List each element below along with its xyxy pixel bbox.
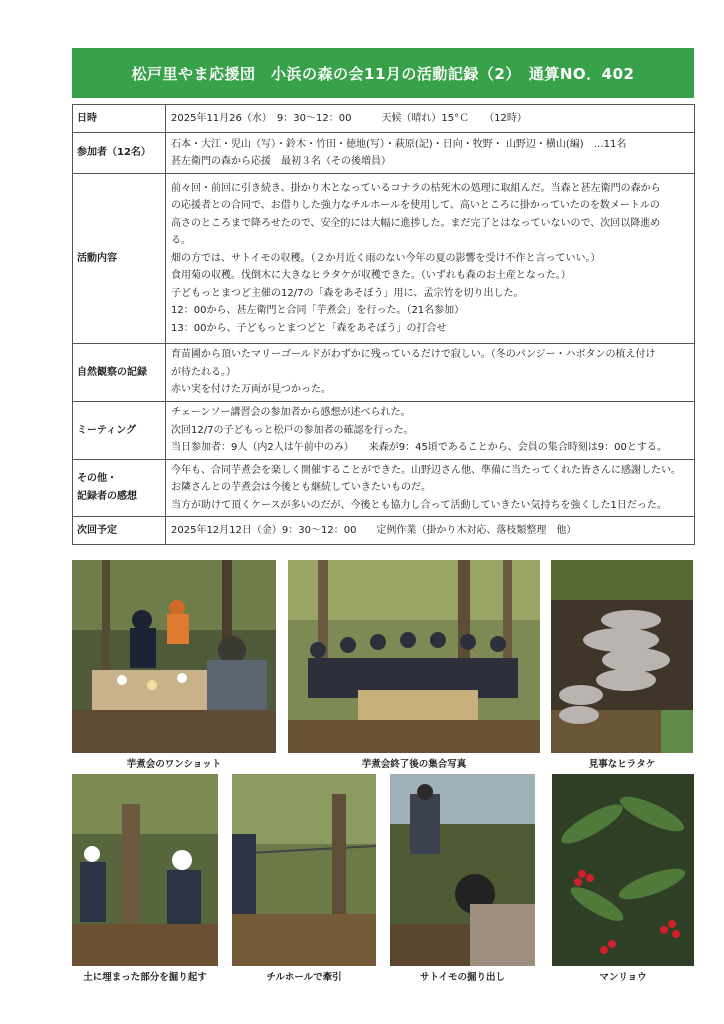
photo-oyster-mushroom <box>551 560 693 753</box>
label-next: 次回予定 <box>73 517 166 545</box>
record-line: 赤い実を付けた万両が見つかった。 <box>171 384 331 396</box>
row-meeting <box>73 402 695 460</box>
photo-group-after-imonikai <box>288 560 540 753</box>
caption-imonikai-one-shot: 芋煮会のワンショット <box>126 759 222 770</box>
record-line: 前々回・前回に引き続き、掛かり木となっているコナラの枯死木の処理に取組んだ。当森と甚左衛門の森から <box>171 182 661 194</box>
record-line: 畑の方では、サトイモの収穫。（２か月近く雨のない今年の夏の影響を受け不作と言っていい。） <box>171 252 601 264</box>
record-line: 2025年12月12日（金）9：30～12：00 定例作業（掛かり木対応、落枝類整理 他） <box>171 524 577 536</box>
activity-record-table <box>72 104 695 545</box>
record-line: チェーンソー講習会の参加者から感想が述べられた。 <box>171 407 411 418</box>
label-participants: 参加者（12名） <box>73 133 166 174</box>
value-next <box>166 517 695 545</box>
label-impressions: その他・ 記録者の感想 <box>73 459 166 517</box>
caption-digging-stump: 土に埋まった部分を掘り起す <box>83 972 207 983</box>
caption-oyster-mushroom: 見事なヒラタケ <box>588 759 656 770</box>
row-next <box>73 517 695 545</box>
label-date: 日時 <box>73 105 166 133</box>
record-line: 甚左衛門の森から応援 最初３名（その後増員） <box>171 156 391 167</box>
value-participants <box>166 133 695 174</box>
value-date <box>166 105 695 133</box>
photo-digging-stump <box>72 774 218 966</box>
row-activity <box>73 174 695 344</box>
record-line: る。 <box>171 235 191 247</box>
photo-chilhole-pulling <box>232 774 376 966</box>
record-line: が待たれる。） <box>171 366 236 378</box>
record-line: 今年も、合同芋煮会を楽しく開催することができた。山野辺さん他、準備に当たってくれた皆さんに感謝したい。 <box>171 464 681 476</box>
row-nature <box>73 344 695 402</box>
record-line: 当方が助けて頂くケースが多いのだが、今後とも協力し合って活動していきたい気持ちを強くした1日だった。 <box>171 499 667 511</box>
record-line: お隣さんとの芋煮会は今後とも継続していきたいものだ。 <box>171 482 431 493</box>
record-line: の応援者との合同で、お借りした強力なチルホールを使用して、高いところに掛かっていたのを数メートルの <box>171 200 660 212</box>
photo-taro-digging <box>390 774 535 966</box>
caption-chilhole-pulling: チルホールで牽引 <box>266 972 342 983</box>
value-activity <box>166 174 695 344</box>
caption-group-photo: 芋煮会終了後の集合写真 <box>361 759 467 770</box>
caption-manryo: マンリョウ <box>599 972 647 983</box>
label-meeting: ミーティング <box>73 402 166 460</box>
caption-taro-digging: サトイモの掘り出し <box>419 972 506 983</box>
row-participants <box>73 133 695 174</box>
label-activity: 活動内容 <box>73 174 166 344</box>
photo-manryo <box>552 774 694 966</box>
row-impressions <box>73 459 695 517</box>
row-date <box>73 105 695 133</box>
record-line: 2025年11月26（水） 9：30～12：00 天候（晴れ）15°Ｃ （12時） <box>171 112 527 124</box>
page-title: 松戸里やま応援団 小浜の森の会11月の活動記録（2） 通算NO．402 <box>72 48 694 98</box>
record-line: 当日参加者：9人（内2人は午前中のみ） 来森が9：45頃であることから、会員の集合時刻は9：00とする。 <box>171 442 667 453</box>
record-line: 高さのところまで降ろせたので、安全的には大幅に進捗した。まだ完了とはなっていないので、次回以降進め <box>171 217 661 229</box>
record-line: 12：00から、甚左衛門と合同「芋煮会」を行った。（21名参加） <box>171 305 465 317</box>
value-impressions <box>166 459 695 517</box>
photo-imonikai-one-shot <box>72 560 276 753</box>
record-line: 石本・大江・児山（写）・鈴木・竹田・徳地(写）・萩原(記)・日向・牧野・ 山野辺・横山(編) …11名 <box>171 138 627 150</box>
record-line: 育苗圃から頂いたマリーゴールドがわずかに残っているだけで寂しい。（冬のパンジー・ハボタンの植え付け <box>171 349 656 361</box>
record-line: 食用菊の収穫。伐倒木に大きなヒラタケが収穫できた。（いずれも森のお土産となった。） <box>171 270 571 282</box>
record-line: 子どもっとまつど主催の12/7の「森をあそぼう」用に、孟宗竹を切り出した。 <box>171 287 524 299</box>
record-line: 次回12/7の子どもっと松戸の参加者の確認を行った。 <box>171 424 414 436</box>
label-nature: 自然観察の記録 <box>73 344 166 402</box>
value-nature <box>166 344 695 402</box>
value-meeting <box>166 402 695 460</box>
record-line: 13：00から、子どもっとまつどと「森をあそぼう」の打合せ <box>171 322 447 334</box>
